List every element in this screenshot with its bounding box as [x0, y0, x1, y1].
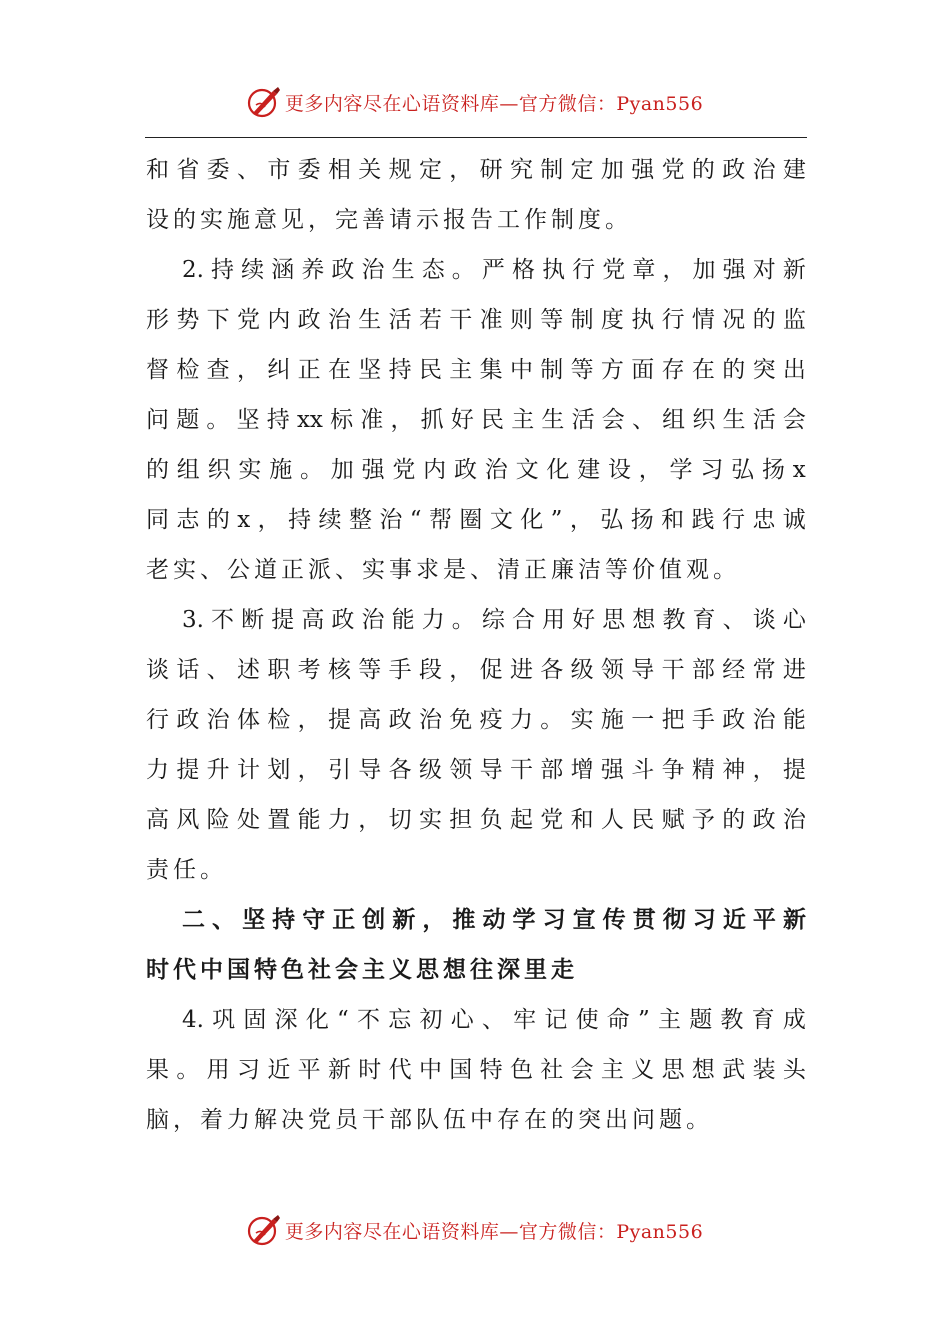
paragraph-line: 力 提 升 计 划 ， 引 导 各 级 领 导 干 部 增 强 斗 争 精 神 ， 提 — [146, 757, 806, 783]
paragraph-line: 问 题 。 坚 持 xx 标 准 ， 抓 好 民 主 生 活 会 、 组 织 生 活 会 — [146, 407, 806, 433]
pen-logo-icon — [247, 85, 281, 119]
paragraph-line: 形 势 下 党 内 政 治 生 活 若 干 准 则 等 制 度 执 行 情 况 的 监 — [146, 307, 806, 333]
pen-logo-icon — [247, 1213, 281, 1247]
paragraph-line: 4. 巩 固 深 化 “ 不 忘 初 心 、 牢 记 使 命 ” 主 题 教 育 成 — [182, 1007, 806, 1033]
paragraph-line: 2. 持 续 涵 养 政 治 生 态 。 严 格 执 行 党 章 ， 加 强 对 新 — [182, 257, 806, 283]
paragraph-line: 老 实 、 公 道 正 派 、 实 事 求 是 、 清 正 廉 洁 等 价 值 观 。 — [146, 557, 736, 583]
section-heading-line: 时 代 中 国 特 色 社 会 主 义 思 想 往 深 里 走 — [146, 956, 574, 983]
paragraph-line: 和 省 委 、 市 委 相 关 规 定 ， 研 究 制 定 加 强 党 的 政 治 建 — [146, 157, 806, 183]
paragraph-line: 谈 话 、 述 职 考 核 等 手 段 ， 促 进 各 级 领 导 干 部 经 常 进 — [146, 657, 806, 683]
paragraph-line: 3. 不 断 提 高 政 治 能 力 。 综 合 用 好 思 想 教 育 、 谈 心 — [182, 607, 806, 633]
paragraph-line: 高 风 险 处 置 能 力 ， 切 实 担 负 起 党 和 人 民 赋 予 的 政 治 — [146, 807, 806, 833]
paragraph-line: 督 检 查 ， 纠 正 在 坚 持 民 主 集 中 制 等 方 面 存 在 的 突 出 — [146, 357, 806, 383]
paragraph-line: 同 志 的 x ， 持 续 整 治 “ 帮 圈 文 化 ” ， 弘 扬 和 践 行 忠 诚 — [146, 507, 806, 533]
document-body — [146, 145, 806, 1145]
paragraph-line: 脑 ， 着 力 解 决 党 员 干 部 队 伍 中 存 在 的 突 出 问 题 。 — [146, 1107, 709, 1133]
paragraph-line: 的 组 织 实 施 。 加 强 党 内 政 治 文 化 建 设 ， 学 习 弘 扬 x — [146, 457, 806, 483]
header-divider — [145, 137, 807, 138]
watermark-text: 更多内容尽在心语资料库—官方微信：Pyan556 — [284, 92, 704, 115]
watermark-text: 更多内容尽在心语资料库—官方微信：Pyan556 — [284, 1220, 704, 1243]
paragraph-line: 设 的 实 施 意 见 ， 完 善 请 示 报 告 工 作 制 度 。 — [146, 207, 628, 233]
section-heading-line: 二 、 坚 持 守 正 创 新 ， 推 动 学 习 宣 传 贯 彻 习 近 平 新 — [182, 906, 806, 933]
paragraph-line: 果 。 用 习 近 平 新 时 代 中 国 特 色 社 会 主 义 思 想 武 装 头 — [146, 1057, 806, 1083]
header-watermark — [0, 82, 950, 122]
paragraph-line: 责 任 。 — [146, 857, 223, 883]
paragraph-line: 行 政 治 体 检 ， 提 高 政 治 免 疫 力 。 实 施 一 把 手 政 治 能 — [146, 707, 806, 733]
footer-watermark — [0, 1210, 950, 1250]
